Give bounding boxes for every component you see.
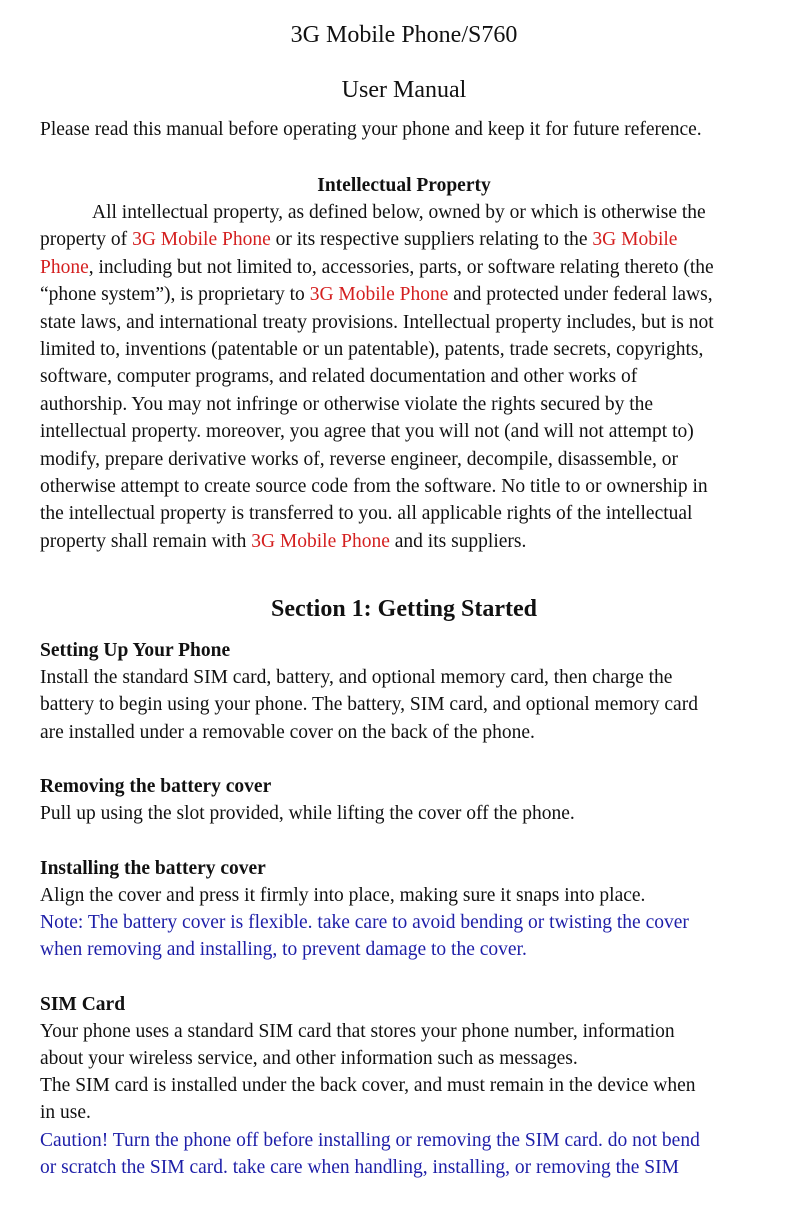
install-cover-note: Note: The battery cover is flexible. take care to avoid bending or twisting the cover when removing and installing, to prevent damage to the cover. bbox=[40, 912, 689, 961]
ip-text-segment: and its suppliers. bbox=[389, 530, 527, 552]
document-title: 3G Mobile Phone/S760 bbox=[290, 22, 518, 48]
install-cover-body: Align the cover and press it firmly into place, making sure it snaps into place. bbox=[40, 885, 646, 906]
intellectual-property-heading: Intellectual Property bbox=[317, 175, 491, 196]
intellectual-property-paragraph bbox=[40, 199, 785, 555]
setup-heading: Setting Up Your Phone bbox=[40, 640, 231, 661]
brand-name-highlight: 3G Mobile Phone bbox=[40, 229, 678, 278]
ip-text-segment: , including but not limited to, accessories, parts, or software relating thereto (the “phone system”), is proprietary to bbox=[40, 256, 714, 306]
brand-name-highlight: 3G Mobile Phone bbox=[132, 229, 271, 251]
ip-text-segment: or its respective suppliers relating to the bbox=[270, 229, 593, 251]
setup-body: Install the standard SIM card, battery, and optional memory card, then charge the battery to begin using your phone. The battery, SIM card, and optional memory card are installed under a removable cover on the back of the phone. bbox=[40, 667, 698, 743]
remove-cover-heading: Removing the battery cover bbox=[40, 776, 272, 797]
brand-name-highlight: 3G Mobile Phone bbox=[251, 530, 390, 552]
sim-card-caution: Caution! Turn the phone off before installing or removing the SIM card. do not bend or scratch the SIM card. take care when handling, installing, or removing the SIM bbox=[40, 1130, 700, 1179]
document-subtitle: User Manual bbox=[341, 77, 467, 103]
sim-card-heading: SIM Card bbox=[40, 994, 126, 1015]
section-title: Section 1: Getting Started bbox=[271, 596, 537, 622]
brand-name-highlight: 3G Mobile Phone bbox=[309, 284, 449, 306]
sim-card-install-note: The SIM card is installed under the back cover, and must remain in the device when in use. bbox=[40, 1075, 696, 1124]
install-cover-heading: Installing the battery cover bbox=[40, 858, 266, 879]
intro-text: Please read this manual before operating your phone and keep it for future reference. bbox=[40, 119, 702, 140]
sim-card-body: Your phone uses a standard SIM card that stores your phone number, information about your wireless service, and other information such as messages. bbox=[40, 1021, 675, 1070]
ip-text-segment: and protected under federal laws, state laws, and international treaty provisions. Intellectual property includes, but is not limited to, inventions (patentable or un patentable), patents, trade secrets, copyrights, software, computer programs, and related documentation and other works of authorship. You may not infringe or otherwise violate the rights secured by the intellectual property. moreover, you agree that you will not (and will not attempt to) modify, prepare derivative works of, reverse engineer, decompile, disassemble, or otherwise attempt to create source code from the software. No title to or ownership in the intellectual property is transferred to you. all applicable rights of the intellectual property shall remain with bbox=[40, 284, 714, 552]
ip-text-segment: All intellectual property, as defined below, owned by or which is otherwise the property of bbox=[40, 202, 706, 251]
remove-cover-body: Pull up using the slot provided, while lifting the cover off the phone. bbox=[40, 803, 575, 824]
